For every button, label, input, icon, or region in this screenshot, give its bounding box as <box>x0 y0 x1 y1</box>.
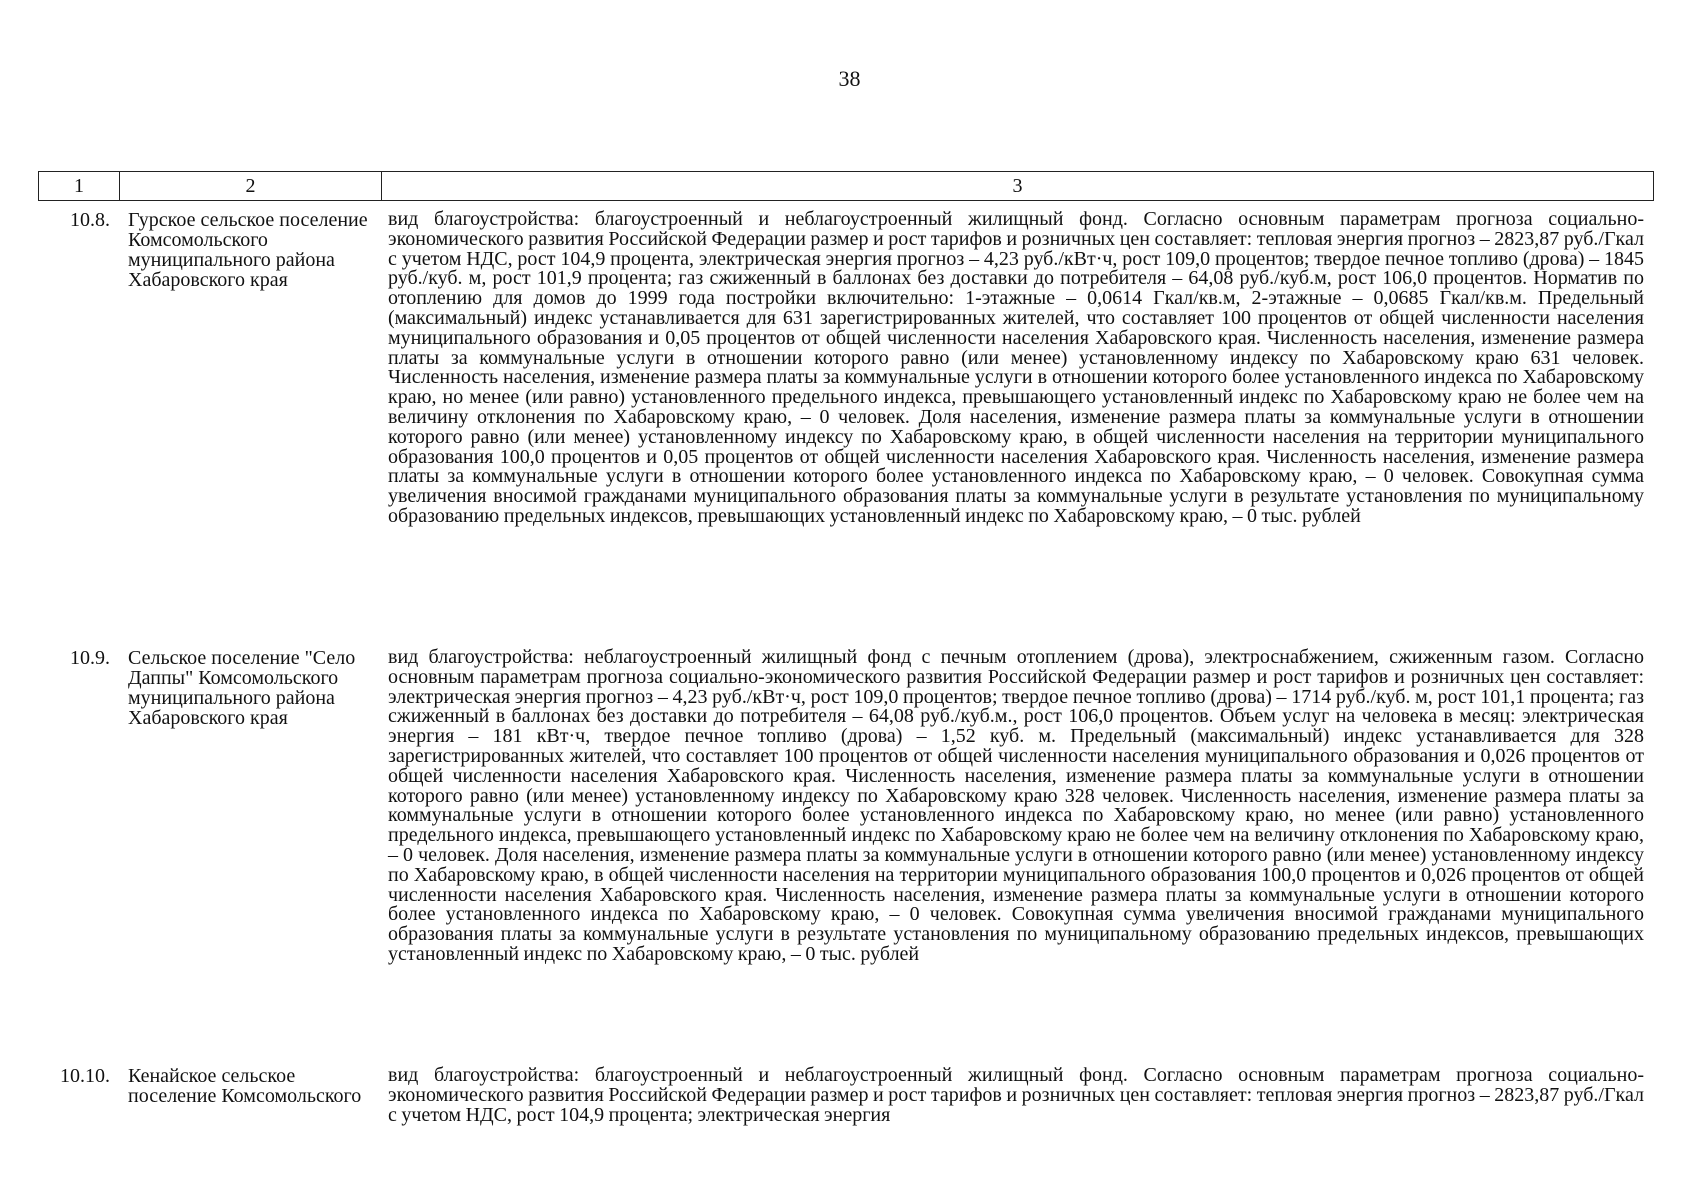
table-header-col-1: 1 <box>39 172 120 200</box>
row-number: 10.8. <box>70 209 110 231</box>
row-municipality-name: Сельское поселение "Село Даппы" Комсомольского муниципального района Хабаровского края <box>128 647 356 729</box>
row-description: вид благоустройства: благоустроенный и неблагоустроенный жилищный фонд. Согласно основным параметрам прогноза социально-экономического развития Российской Федерации размер и рост тарифов и розничных цен составляет: тепловая энергия прогноз – 2823,87 руб./Гкал с учетом НДС, рост 104,9 процента, электрическая энергия прогноз – 4,23 руб./кВт·ч, рост 109,0 процентов; твердое печное топливо (дрова) – 1845 руб./куб. м, рост 101,9 процента; газ сжиженный в баллонах без доставки до потребителя – 64,08 руб./куб.м, рост 106,0 процентов. Норматив по отоплению для домов до 1999 года постройки включительно: 1-этажные – 0,0614 Гкал/кв.м, 2-этажные – 0,0685 Гкал/кв.м. Предельный (максимальный) индекс устанавливается для 631 зарегистрированных жителей, что составляет 100 процентов от общей численности населения муниципального образования и 0,05 процентов от общей численности населения Хабаровского края. Численность населения, изменение размера платы за коммунальные услуги в отношении которого равно (или менее) установленному индексу по Хабаровскому краю 631 человек. Численность населения, изменение размера платы за коммунальные услуги в отношении которого более установленного индекса по Хабаровскому краю, но менее (или равно) установленного предельного индекса, превышающего установленный индекс по Хабаровскому краю не более чем на величину отклонения по Хабаровскому краю, – 0 человек. Доля населения, изменение размера платы за коммунальные услуги в отношении которого равно (или менее) установленному индексу по Хабаровскому краю, в общей численности населения на территории муниципального образования 100,0 процентов и 0,05 процентов от общей численности населения Хабаровского края. Численность населения, изменение размера платы за коммунальные услуги в отношении которого более установленного индекса по Хабаровскому краю, – 0 человек. Совокупная сумма увеличения вносимой гражданами муниципального образования платы за коммунальные услуги в результате установления по муниципальному образованию предельных индексов, превышающих установленный индекс по Хабаровскому краю, – 0 тыс. рублей <box>388 208 1644 527</box>
row-number: 10.9. <box>70 647 110 669</box>
table-header <box>38 171 1654 201</box>
row-description: вид благоустройства: неблагоустроенный жилищный фонд с печным отоплением (дрова), электроснабжением, сжиженным газом. Согласно основным параметрам прогноза социально-экономического развития Российской Федерации размер и рост тарифов и розничных цен составляет: электрическая энергия прогноз – 4,23 руб./кВт·ч, рост 109,0 процентов; твердое печное топливо (дрова) – 1714 руб./куб. м, рост 101,1 процента; газ сжиженный в баллонах без доставки до потребителя – 64,08 руб./куб.м., рост 106,0 процентов. Объем услуг на человека в месяц: электрическая энергия – 181 кВт·ч, твердое печное топливо (дрова) – 1,52 куб. м. Предельный (максимальный) индекс устанавливается для 328 зарегистрированных жителей, что составляет 100 процентов от общей численности населения муниципального образования и 0,026 процентов от общей численности населения Хабаровского края. Численность населения, изменение размера платы за коммунальные услуги в отношении которого равно (или менее) установленному индексу по Хабаровскому краю 328 человек. Численность населения, изменение размера платы за коммунальные услуги в отношении которого более установленного индекса по Хабаровскому краю, но менее (или равно) установленного предельного индекса, превышающего установленный индекс по Хабаровскому краю не более чем на величину отклонения по Хабаровскому краю, – 0 человек. Доля населения, изменение размера платы за коммунальные услуги в отношении которого равно (или менее) установленному индексу по Хабаровскому краю, в общей численности населения на территории муниципального образования 100,0 процентов и 0,026 процентов от общей численности населения Хабаровского края. Численность населения, изменение размера платы за коммунальные услуги в отношении которого более установленного индекса по Хабаровскому краю, – 0 человек. Совокупная сумма увеличения вносимой гражданами муниципального образования платы за коммунальные услуги в результате установления по муниципальному образованию предельных индексов, превышающих установленный индекс по Хабаровскому краю, – 0 тыс. рублей <box>388 646 1644 965</box>
table-header-col-3: 3 <box>1012 175 1023 197</box>
table-header-col-2: 2 <box>120 172 382 200</box>
row-municipality-name: Гурское сельское поселение Комсомольского муниципального района Хабаровского края <box>128 209 368 291</box>
row-number: 10.10. <box>60 1065 110 1087</box>
page-number: 38 <box>838 66 861 91</box>
row-description: вид благоустройства: благоустроенный и неблагоустроенный жилищный фонд. Согласно основным параметрам прогноза социально-экономического развития Российской Федерации размер и рост тарифов и розничных цен составляет: тепловая энергия прогноз – 2823,87 руб./Гкал с учетом НДС, рост 104,9 процента; электрическая энергия <box>388 1064 1644 1126</box>
row-municipality-name: Кенайское сельское поселение Комсомольского <box>128 1065 362 1107</box>
